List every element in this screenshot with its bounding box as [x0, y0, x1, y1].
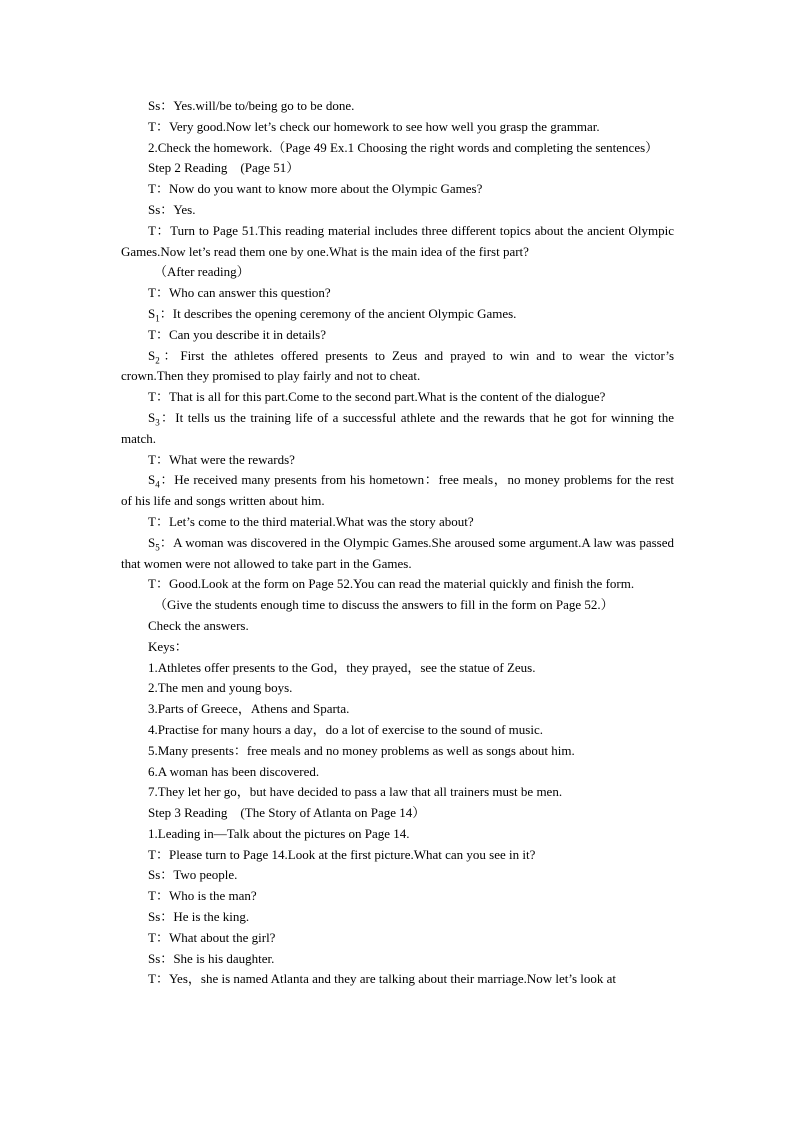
speaker-separator: ：: [155, 118, 169, 134]
line-text: What were the rewards?: [168, 451, 295, 467]
speaker-separator: ：: [159, 409, 176, 425]
line-text: Keys：: [148, 638, 188, 654]
paragraph-30: [121, 824, 674, 845]
line-text: 5.Many presents：free meals and no money problems as well as songs about him.: [148, 742, 575, 758]
line-text: 3.Parts of Greece，Athens and Sparta.: [148, 701, 350, 717]
line-text: She is his daughter.: [173, 950, 275, 966]
speaker-subscript: 2: [155, 355, 160, 366]
paragraph-20: [121, 616, 674, 637]
speaker-separator: ：: [155, 846, 169, 862]
line-text: 1.Athletes offer presents to the God，they prayed，see the statue of Zeus.: [148, 659, 536, 675]
paragraph-10: [121, 325, 674, 346]
speaker-subscript: 5: [155, 542, 160, 553]
paragraph-13: [121, 408, 674, 450]
line-text: Step 3 Reading (The Story of Atlanta on Page 14）: [148, 805, 426, 821]
speaker-label: T: [148, 451, 156, 467]
speaker-subscript: 3: [155, 417, 160, 428]
speaker-label: S: [148, 347, 156, 363]
speaker-separator: ：: [159, 472, 175, 488]
paragraph-37: [121, 969, 674, 990]
line-text: First the athletes offered presents to Zeus and prayed to win and to wear the victor’s crown.Then they promised to play fairly and not to cheat.: [121, 347, 674, 384]
speaker-separator: ：: [159, 305, 173, 321]
line-text: 6.A woman has been discovered.: [148, 763, 320, 779]
speaker-label: T: [148, 389, 156, 405]
speaker-label: T: [148, 181, 156, 197]
speaker-label: T: [148, 285, 156, 301]
line-text: He received many presents from his hometown：free meals，no money problems for the rest of his life and songs written about him.: [121, 472, 674, 509]
speaker-label: S: [148, 472, 156, 488]
line-text: It describes the opening ceremony of the ancient Olympic Games.: [172, 305, 517, 321]
line-text: Good.Look at the form on Page 52.You can read the material quickly and finish the form.: [168, 576, 635, 592]
speaker-label: T: [148, 929, 156, 945]
speaker-separator: ：: [160, 867, 174, 883]
paragraph-28: [121, 782, 674, 803]
speaker-separator: ：: [155, 576, 169, 592]
speaker-label: S: [148, 409, 156, 425]
paragraph-18: [121, 574, 674, 595]
line-text: 2.Check the homework.（Page 49 Ex.1 Choosing the right words and completing the sentences）: [148, 139, 659, 155]
speaker-separator: ：: [160, 909, 174, 925]
speaker-label: Ss: [148, 201, 161, 217]
speaker-label: S: [148, 305, 156, 321]
paragraph-21: [121, 637, 674, 658]
line-text: Yes.will/be to/being go to be done.: [173, 98, 355, 113]
speaker-separator: ：: [160, 98, 174, 113]
document-page: [121, 96, 674, 990]
paragraph-7: [121, 262, 674, 283]
speaker-label: T: [148, 118, 156, 134]
paragraph-17: [121, 533, 674, 575]
paragraph-15: [121, 470, 674, 512]
speaker-separator: ：: [159, 347, 181, 363]
line-text: 2.The men and young boys.: [148, 680, 293, 696]
paragraph-36: [121, 949, 674, 970]
line-text: Now do you want to know more about the Olympic Games?: [168, 181, 483, 197]
speaker-separator: ：: [160, 950, 174, 966]
speaker-separator: ：: [155, 389, 169, 405]
paragraph-23: [121, 678, 674, 699]
line-text: It tells us the training life of a successful athlete and the rewards that he got for winning the match.: [121, 409, 674, 446]
paragraph-4: [121, 179, 674, 200]
speaker-separator: ：: [155, 513, 169, 529]
paragraph-32: [121, 865, 674, 886]
speaker-separator: ：: [155, 888, 169, 904]
paragraph-29: [121, 803, 674, 824]
line-text: Who can answer this question?: [168, 285, 331, 301]
paragraph-9: [121, 304, 674, 325]
line-text: 7.They let her go，but have decided to pass a law that all trainers must be men.: [148, 784, 563, 800]
line-text: Yes，she is named Atlanta and they are talking about their marriage.Now let’s look at: [168, 971, 617, 987]
paragraph-31: [121, 845, 674, 866]
paragraph-16: [121, 512, 674, 533]
line-text: Who is the man?: [168, 888, 257, 904]
speaker-label: S: [148, 534, 156, 550]
line-text: What about the girl?: [168, 929, 276, 945]
line-text: He is the king.: [173, 909, 250, 925]
speaker-separator: ：: [155, 971, 169, 987]
paragraph-27: [121, 762, 674, 783]
paragraph-19: [121, 595, 674, 616]
speaker-separator: ：: [155, 326, 169, 342]
line-text: 1.Leading in—Talk about the pictures on Page 14.: [148, 825, 410, 841]
line-text: That is all for this part.Come to the second part.What is the content of the dialogue?: [168, 389, 606, 405]
paragraph-3: [121, 158, 674, 179]
speaker-label: T: [148, 576, 156, 592]
speaker-subscript: 1: [155, 313, 160, 324]
speaker-separator: ：: [155, 929, 169, 945]
speaker-subscript: 4: [155, 479, 160, 490]
speaker-separator: ：: [159, 534, 174, 550]
speaker-label: T: [148, 222, 156, 238]
speaker-separator: ：: [155, 285, 169, 301]
line-text: A woman was discovered in the Olympic Games.She aroused some argument.A law was passed that women were not allowed to take part in the Games.: [121, 534, 674, 571]
paragraph-1: [121, 117, 674, 138]
line-text: 4.Practise for many hours a day，do a lot of exercise to the sound of music.: [148, 721, 543, 737]
speaker-label: Ss: [148, 909, 161, 925]
paragraph-11: [121, 346, 674, 388]
paragraph-33: [121, 886, 674, 907]
line-text: Let’s come to the third material.What was the story about?: [168, 513, 474, 529]
paragraph-12: [121, 387, 674, 408]
line-text: Step 2 Reading (Page 51）: [148, 160, 300, 176]
line-text: Turn to Page 51.This reading material includes three different topics about the ancient Olympic Games.Now let’s read them one by one.What is the main idea of the first part?: [121, 222, 674, 259]
paragraph-34: [121, 907, 674, 928]
paragraph-8: [121, 283, 674, 304]
speaker-separator: ：: [155, 222, 171, 238]
line-text: Please turn to Page 14.Look at the first picture.What can you see in it?: [168, 846, 536, 862]
speaker-label: T: [148, 971, 156, 987]
paragraph-35: [121, 928, 674, 949]
paragraph-26: [121, 741, 674, 762]
line-text: Can you describe it in details?: [168, 326, 327, 342]
speaker-separator: ：: [155, 181, 169, 197]
speaker-label: Ss: [148, 867, 161, 883]
paragraph-24: [121, 699, 674, 720]
line-text: Very good.Now let’s check our homework to see how well you grasp the grammar.: [168, 118, 600, 134]
speaker-separator: ：: [155, 451, 169, 467]
speaker-label: T: [148, 326, 156, 342]
paragraph-6: [121, 221, 674, 263]
speaker-label: T: [148, 513, 156, 529]
line-text: Check the answers.: [148, 617, 249, 633]
paragraph-25: [121, 720, 674, 741]
speaker-label: T: [148, 888, 156, 904]
speaker-separator: ：: [160, 201, 174, 217]
paragraph-5: [121, 200, 674, 221]
speaker-label: T: [148, 846, 156, 862]
paragraph-14: [121, 450, 674, 471]
paragraph-0: [121, 96, 674, 117]
line-text: （Give the students enough time to discuss the answers to fill in the form on Page 52.）: [154, 597, 614, 613]
paragraph-22: [121, 658, 674, 679]
speaker-label: Ss: [148, 950, 161, 966]
line-text: （After reading）: [154, 264, 250, 280]
paragraph-2: [121, 138, 674, 159]
line-text: Yes.: [173, 201, 196, 217]
line-text: Two people.: [173, 867, 238, 883]
speaker-label: Ss: [148, 98, 161, 113]
